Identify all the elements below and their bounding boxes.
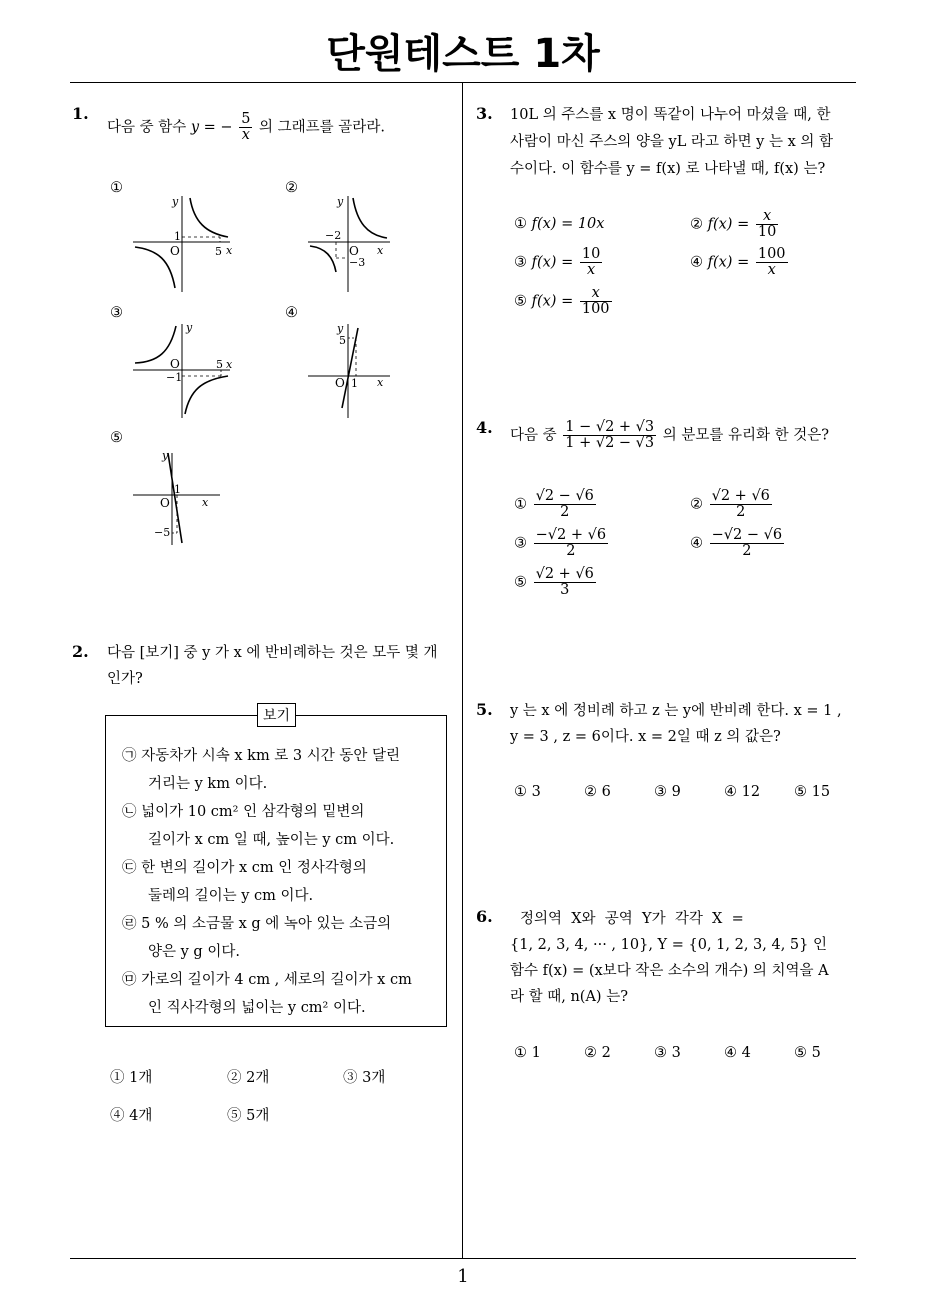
y-axis-label: y xyxy=(162,449,169,462)
q2-item-5-mark: ㉤ xyxy=(122,972,137,988)
q4-choice-3-num: −√2 + √6 xyxy=(535,527,607,543)
q4-choice-4-mark: ④ xyxy=(690,535,703,552)
q5-choice-1: ① 3 xyxy=(514,784,541,800)
footer-rule xyxy=(70,1258,856,1259)
origin-label: O xyxy=(170,244,180,258)
q2-choice-1: ① 1개 xyxy=(110,1070,153,1086)
q3-choice-1-mark: ① xyxy=(514,216,527,232)
x-value-label: 5 xyxy=(216,358,223,371)
q3-choice-2-mark: ② xyxy=(690,216,703,233)
q2-choice-3: ③ 3개 xyxy=(343,1070,386,1086)
q1-number: 1. xyxy=(72,104,89,123)
q1-frac-den: x xyxy=(241,127,250,143)
q1-graph-3 xyxy=(130,318,240,423)
hyperbola-branch-q1 xyxy=(190,198,228,237)
q2-choice-4: ④ 4개 xyxy=(110,1108,153,1124)
q5-choice-2: ② 6 xyxy=(584,784,611,800)
q3-choice-2-num: x xyxy=(762,208,772,224)
q3-choice-5-mark: ⑤ xyxy=(514,293,527,310)
header-rule xyxy=(70,82,856,83)
hyperbola-branch-q3 xyxy=(310,246,336,272)
q2-item-1-mark: ㉠ xyxy=(122,748,137,764)
q4-text-post: 의 분모를 유리화 한 것은? xyxy=(662,427,830,444)
q4-choice-5 xyxy=(514,567,598,598)
q4-choice-2-num: √2 + √6 xyxy=(711,488,770,504)
q4-number: 4. xyxy=(476,418,493,437)
q3-choice-4-num: 100 xyxy=(757,246,786,262)
q3-line-3: 수이다. 이 함수를 y = f(x) 로 나타낼 때, f(x) 는? xyxy=(510,161,826,177)
q4-choice-1 xyxy=(514,489,598,520)
q1-text-pre: 다음 중 함수 xyxy=(107,119,187,136)
q6-choice-2: ② 2 xyxy=(584,1045,611,1061)
q3-choice-5-den: 100 xyxy=(581,301,610,317)
q2-item-5-line-1: 가로의 길이가 4 cm , 세로의 길이가 x cm xyxy=(141,972,412,988)
q2-item-3-line-2: 둘레의 길이는 y cm 이다. xyxy=(148,888,314,904)
q1-frac-num: 5 xyxy=(241,111,251,127)
q2-line-2: 인가? xyxy=(107,671,143,687)
q1-choice-4-mark: ④ xyxy=(285,305,298,321)
q6-line-4: 라 할 때, n(A) 는? xyxy=(510,989,628,1005)
q5-choice-3: ③ 9 xyxy=(654,784,681,800)
q4-choice-4-den: 2 xyxy=(710,543,784,559)
q6-choice-1: ① 1 xyxy=(514,1045,541,1061)
q5-line-1: y 는 x 에 정비례 하고 z 는 y에 반비례 한다. x = 1 , xyxy=(510,703,842,719)
y-value-label: −5 xyxy=(154,526,171,539)
y-axis-label: y xyxy=(337,195,344,208)
q6-line-2: {1, 2, 3, 4, ··· , 10}, Y = {0, 1, 2, 3, 4, 5} 인 xyxy=(510,937,827,953)
q2-item-1 xyxy=(122,742,400,798)
q3-choice-3-num: 10 xyxy=(581,246,601,262)
q3-choice-4 xyxy=(690,247,790,278)
q4-choice-5-num: √2 + √6 xyxy=(535,566,594,582)
q4-choice-5-den: 3 xyxy=(534,582,596,598)
q5-line-2: y = 3 , z = 6이다. x = 2일 때 z 의 값은? xyxy=(510,729,781,745)
q5-choice-4: ④ 12 xyxy=(724,784,761,800)
q4-choice-4 xyxy=(690,528,786,559)
q4-choice-1-mark: ① xyxy=(514,496,527,513)
q3-choice-5 xyxy=(514,286,614,317)
q4-frac-den: 1 + √2 − √3 xyxy=(565,435,655,451)
q1-func-lhs: y = − xyxy=(190,119,233,136)
q4-choice-2 xyxy=(690,489,774,520)
q2-item-4-line-2: 양은 y g 이다. xyxy=(148,944,240,960)
y-value-label: 5 xyxy=(339,334,346,347)
q3-choice-2-lhs: f(x) = xyxy=(707,216,750,233)
q2-item-3-line-1: 한 변의 길이가 x cm 인 정사각형의 xyxy=(141,860,367,876)
column-divider xyxy=(462,83,463,1258)
q3-choice-5-num: x xyxy=(591,285,600,301)
q2-example-label: 보기 xyxy=(257,703,296,727)
q2-item-4-line-1: 5 % 의 소금물 x g 에 녹아 있는 소금의 xyxy=(141,916,392,932)
x-axis-label: x xyxy=(377,376,384,389)
q6-line-1: 정의역 X와 공역 Y가 각각 X = xyxy=(520,911,744,927)
q2-number: 2. xyxy=(72,642,89,661)
y-value-label: −1 xyxy=(166,371,183,384)
q3-choice-1 xyxy=(514,216,604,232)
page-title: 단원테스트 1차 xyxy=(326,31,600,77)
q1-stem xyxy=(107,112,385,143)
q3-choice-3-mark: ③ xyxy=(514,254,527,271)
q4-choice-4-num: −√2 − √6 xyxy=(711,527,783,543)
q2-choice-2: ② 2개 xyxy=(227,1070,270,1086)
q5-number: 5. xyxy=(476,700,493,719)
q2-item-1-line-2: 거리는 y km 이다. xyxy=(148,776,268,792)
x-axis-label: x xyxy=(226,244,233,257)
page-number: 1 xyxy=(457,1266,469,1287)
q4-choice-1-den: 2 xyxy=(534,504,596,520)
q4-choice-5-mark: ⑤ xyxy=(514,574,527,591)
origin-label: O xyxy=(349,244,359,258)
y-value-label: −3 xyxy=(349,256,366,269)
q3-line-1: 10L 의 주스를 x 명이 똑같이 나누어 마셨을 때, 한 xyxy=(510,107,831,123)
q3-choice-3 xyxy=(514,247,604,278)
q6-choice-3: ③ 3 xyxy=(654,1045,681,1061)
q1-choice-5-mark: ⑤ xyxy=(110,430,123,446)
hyperbola-branch-q4 xyxy=(185,376,228,414)
q4-choice-3-den: 2 xyxy=(534,543,608,559)
x-value-label: 1 xyxy=(174,483,181,496)
q2-choice-5: ⑤ 5개 xyxy=(227,1108,270,1124)
y-axis-label: y xyxy=(186,321,193,334)
q3-choice-4-lhs: f(x) = xyxy=(707,254,750,271)
q3-choice-3-lhs: f(x) = xyxy=(531,254,574,271)
q1-graph-4 xyxy=(305,318,415,423)
q4-choice-3-mark: ③ xyxy=(514,535,527,552)
q1-text-post: 의 그래프를 골라라. xyxy=(259,119,385,136)
q1-fraction xyxy=(239,112,252,143)
q3-choice-2-den: 10 xyxy=(757,224,777,240)
x-value-label: −2 xyxy=(325,229,342,242)
q6-choice-4: ④ 4 xyxy=(724,1045,751,1061)
y-axis-label: y xyxy=(337,322,344,335)
q2-item-3 xyxy=(122,854,367,910)
q1-graph-1 xyxy=(130,190,240,295)
q4-choice-2-mark: ② xyxy=(690,496,703,513)
q2-item-5 xyxy=(122,966,412,1022)
hyperbola-branch-q1 xyxy=(353,198,387,238)
q1-choice-1-mark: ① xyxy=(110,180,123,196)
q1-graph-2 xyxy=(305,190,415,295)
q6-line-3: 함수 f(x) = (x보다 작은 소수의 개수) 의 치역을 A xyxy=(510,963,829,979)
q2-item-2-line-2: 길이가 x cm 일 때, 높이는 y cm 이다. xyxy=(148,832,395,848)
q2-line-1: 다음 [보기] 중 y 가 x 에 반비례하는 것은 모두 몇 개 xyxy=(107,645,438,661)
origin-label: O xyxy=(160,496,170,510)
q6-number: 6. xyxy=(476,907,493,926)
q3-line-2: 사람이 마신 주스의 양을 yL 라고 하면 y 는 x 의 함 xyxy=(510,134,834,150)
q4-fraction xyxy=(563,420,656,451)
x-value-label: 5 xyxy=(215,245,222,258)
q6-choice-5: ⑤ 5 xyxy=(794,1045,821,1061)
q3-choice-1-expr: f(x) = 10x xyxy=(531,216,605,232)
q4-text-pre: 다음 중 xyxy=(510,427,557,444)
q1-choice-2-mark: ② xyxy=(285,180,298,196)
q2-item-4-mark: ㉣ xyxy=(122,916,137,932)
x-axis-label: x xyxy=(202,496,209,509)
q2-item-4 xyxy=(122,910,391,966)
q4-choice-3 xyxy=(514,528,610,559)
q3-choice-3-den: x xyxy=(580,262,602,278)
q3-choice-4-mark: ④ xyxy=(690,254,703,271)
q2-item-2-line-1: 넓이가 10 cm² 인 삼각형의 밑변의 xyxy=(141,804,365,820)
x-axis-label: x xyxy=(377,244,384,257)
x-value-label: 1 xyxy=(351,377,358,390)
q2-item-1-line-1: 자동차가 시속 x km 로 3 시간 동안 달린 xyxy=(141,748,401,764)
q3-choice-4-den: x xyxy=(756,262,788,278)
q3-number: 3. xyxy=(476,104,493,123)
q1-choice-3-mark: ③ xyxy=(110,305,123,321)
q3-choice-2 xyxy=(690,209,780,240)
q4-stem xyxy=(510,420,829,451)
origin-label: O xyxy=(335,376,345,390)
q4-frac-num: 1 − √2 + √3 xyxy=(565,419,655,435)
y-value-label: 1 xyxy=(174,230,181,243)
q4-choice-2-den: 2 xyxy=(710,504,772,520)
hyperbola-branch-q3 xyxy=(135,247,175,288)
q2-item-2-mark: ㉡ xyxy=(122,804,137,820)
q5-choice-5: ⑤ 15 xyxy=(794,784,831,800)
origin-label: O xyxy=(170,357,180,371)
q3-choice-5-lhs: f(x) = xyxy=(531,293,574,310)
q2-item-3-mark: ㉢ xyxy=(122,860,137,876)
q4-choice-1-num: √2 − √6 xyxy=(535,488,594,504)
x-axis-label: x xyxy=(226,358,233,371)
q2-item-2 xyxy=(122,798,394,854)
y-axis-label: y xyxy=(172,195,179,208)
q2-item-5-line-2: 인 직사각형의 넓이는 y cm² 이다. xyxy=(148,1000,366,1016)
q1-graph-5 xyxy=(130,445,240,550)
